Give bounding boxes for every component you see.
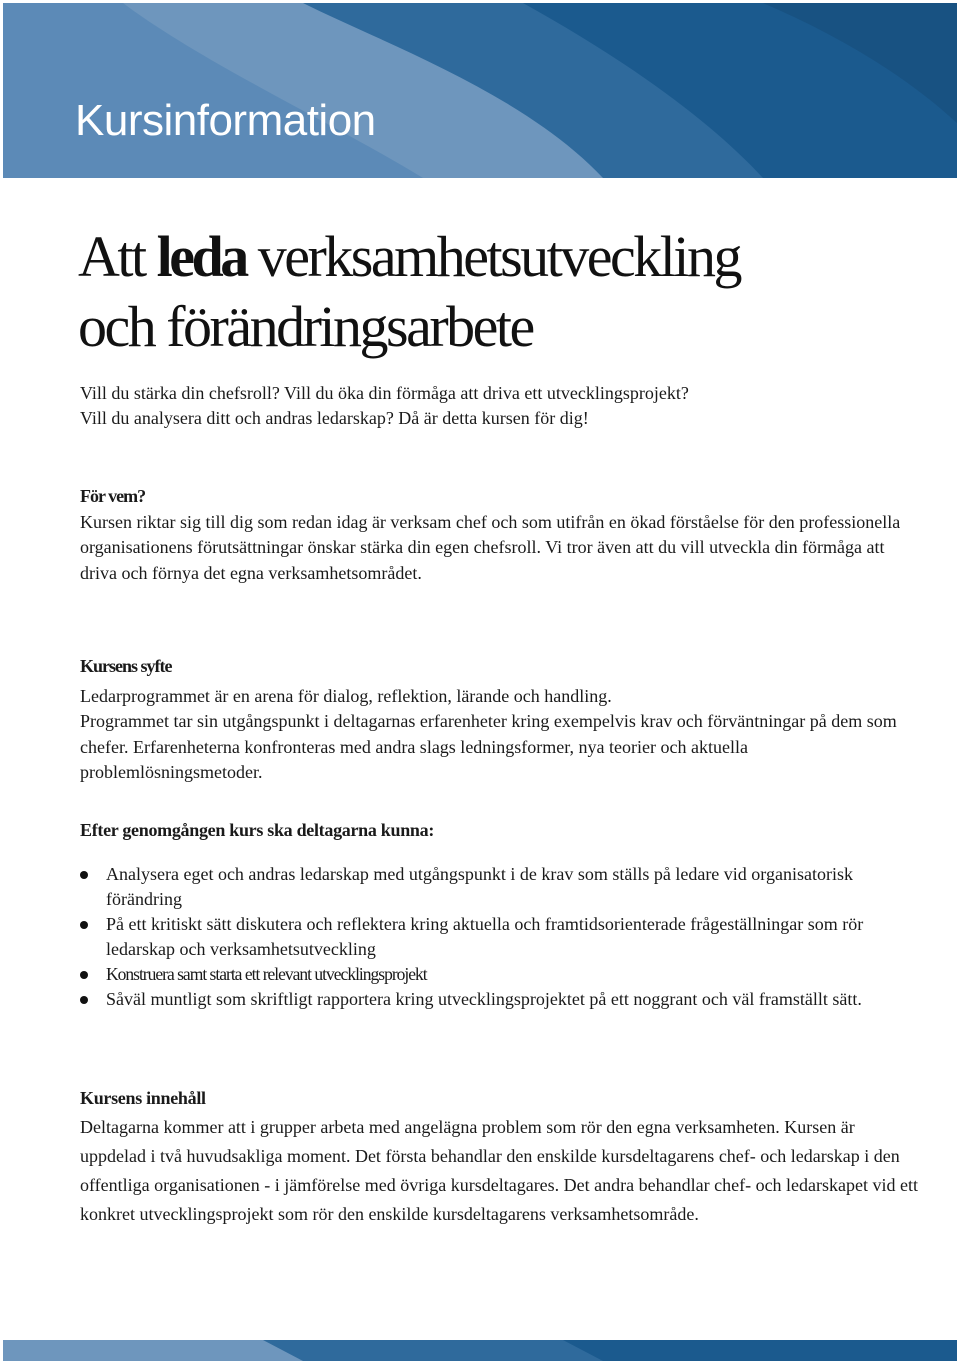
bullet-icon [80,971,88,979]
title-line-2: och förändringsarbete [78,294,533,359]
list-item-text: Konstruera samt starta ett relevant utvecklingsprojekt [106,964,427,984]
title-part-2: verksamhetsutveckling [245,224,740,289]
syfte-section [80,654,920,786]
list-item-text: Analysera eget och andras ledarskap med utgångspunkt i de krav som ställs på ledare vid organisatorisk förändring [106,864,853,909]
innehall-section [80,1086,920,1229]
header-banner [3,3,957,178]
intro-line-1: Vill du stärka din chefsroll? Vill du öka din förmåga att driva ett utvecklingsprojekt? [80,383,689,403]
intro-section [80,381,920,431]
intro-line-2: Vill du analysera ditt och andras ledarskap? Då är detta kursen för dig! [80,408,589,428]
footer-bar [3,1340,957,1361]
learning-goals-list [80,862,920,1012]
page-title [78,222,740,362]
bullet-icon [80,871,88,879]
list-item-text: Såväl muntligt som skriftligt rapportera kring utvecklingsprojektet på ett noggrant och väl framställt sätt. [106,989,862,1009]
syfte-heading: Kursens syfte [80,656,172,676]
list-item [80,912,920,962]
title-bold-word: leda [156,224,246,289]
syfte-text: Programmet tar sin utgångspunkt i deltagarnas erfarenheter kring exempelvis krav och förväntningar på dem som chefer. Erfarenheterna konfronteras med andra slags ledningsformer, nya teorier och aktuella problemlösningsmetoder. [80,711,897,782]
banner-wave-graphic [3,3,957,178]
for-vem-text: Kursen riktar sig till dig som redan idag är verksam chef och som utifrån en ökad förståelse för den professionella organisationens förutsättningar önskar stärka din egen chefsroll. Vi tror även att du vill utveckla din förmåga att driva och förnya det egna verksamhetsområdet. [80,511,901,583]
innehall-text: Deltagarna kommer att i grupper arbeta med angelägna problem som rör den egna verksamheten. Kursen är uppdelad i två huvudsakliga moment. Det första behandlar den enskilde kursdeltagarens chef- och ledarskap i den offentliga organisationen - i jämförelse med övriga kursdeltagares. Det andra behandlar chef- och ledarskapet vid ett konkret utvecklingsprojekt som rör den enskilde kursdeltagarens verksamhetsområde. [80,1117,919,1224]
list-item [80,962,920,987]
banner-title: Kursinformation [75,96,376,145]
list-item [80,987,920,1012]
list-item [80,862,920,912]
for-vem-section [80,484,920,586]
for-vem-heading: För vem? [80,486,146,506]
bullet-icon [80,921,88,929]
syfte-line-1: Ledarprogrammet är en arena för dialog, reflektion, lärande och handling. [80,685,612,706]
list-item-text: På ett kritiskt sätt diskutera och reflektera kring aktuella och framtidsorienterade frågeställningar som rör ledarskap och verksamhetsutveckling [106,914,864,959]
title-part-1: Att [78,224,157,289]
innehall-heading: Kursens innehåll [80,1088,206,1108]
footer-wave-graphic [3,1340,957,1361]
bullet-icon [80,996,88,1004]
learning-goals-heading: Efter genomgången kurs ska deltagarna kunna: [80,820,435,840]
